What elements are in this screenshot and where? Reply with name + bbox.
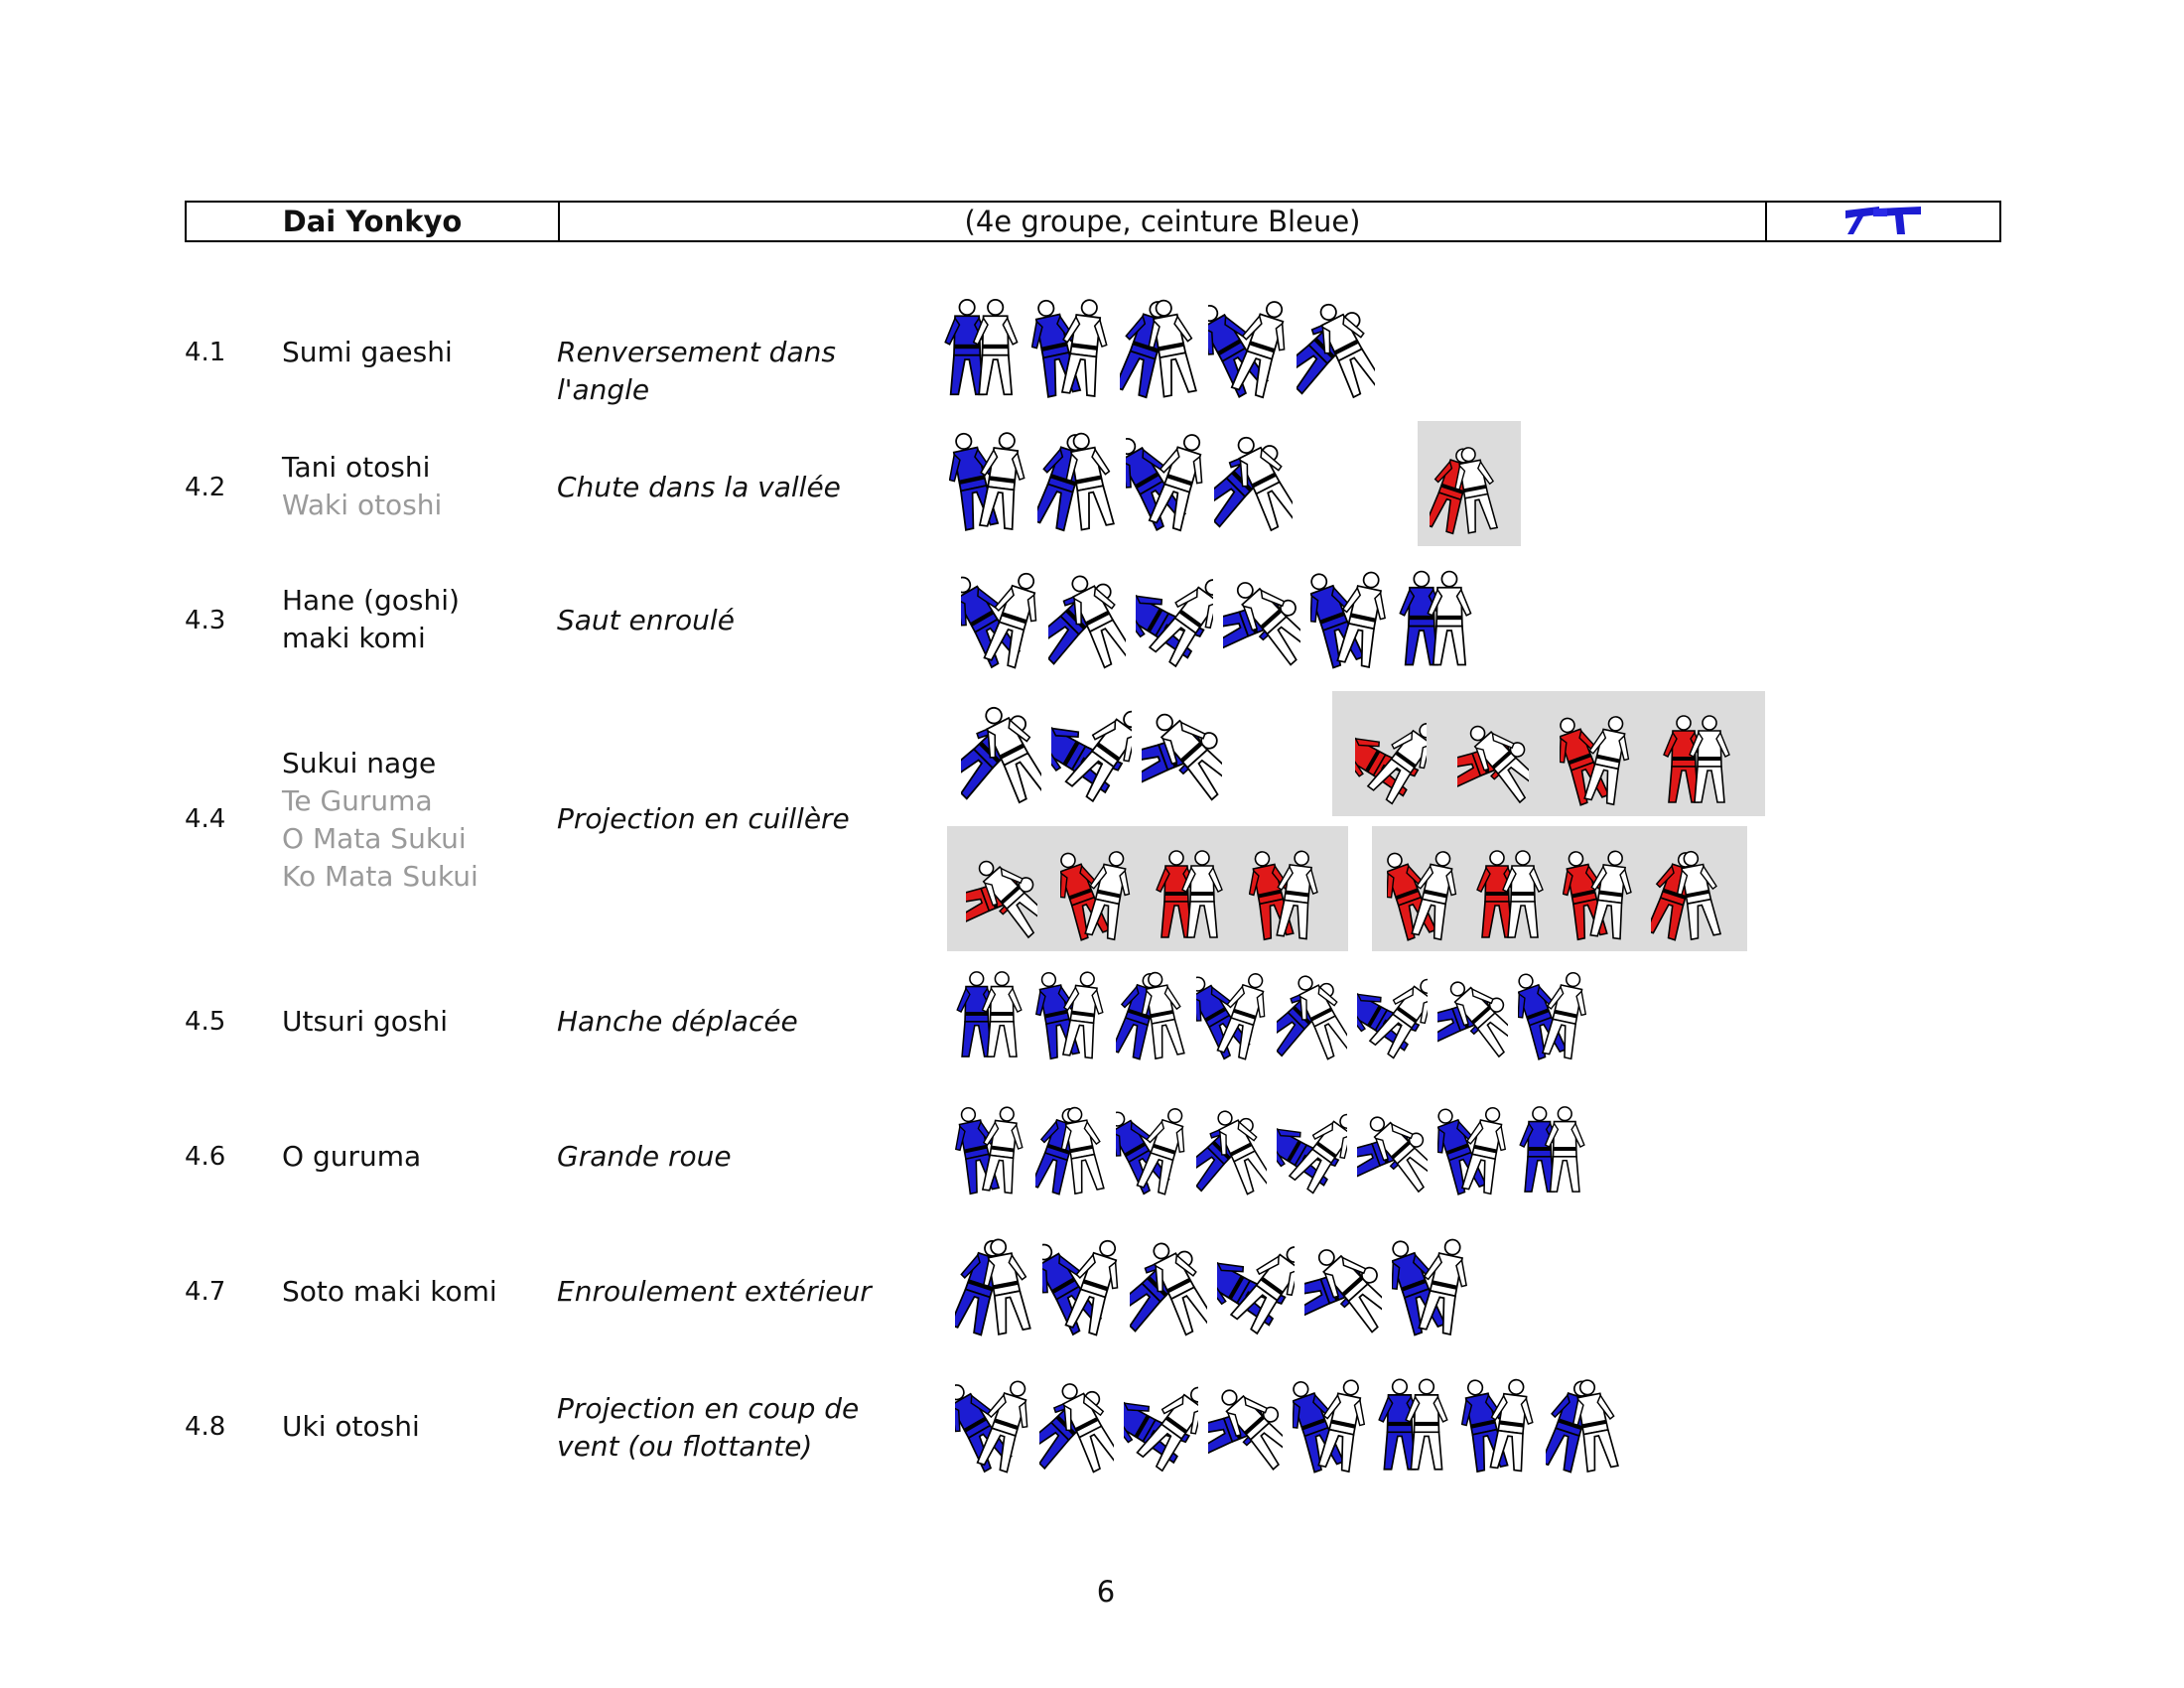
judo-pair-figure bbox=[1457, 709, 1529, 808]
technique-number: 4.5 bbox=[185, 1007, 226, 1037]
technique-name: Uki otoshi bbox=[282, 1410, 420, 1443]
technique-number: 4.6 bbox=[185, 1142, 226, 1172]
judo-pair-figure bbox=[1475, 844, 1547, 943]
illustration-sequence bbox=[955, 965, 1598, 1062]
illustration-sequence bbox=[961, 695, 1232, 806]
judo-pair-figure bbox=[1392, 1231, 1469, 1338]
section-title: Dai Yonkyo bbox=[187, 203, 560, 240]
technique-alt-name: Te Guruma bbox=[282, 784, 433, 817]
judo-pair-figure bbox=[955, 1372, 1029, 1476]
technique-translation: Projection en coup de vent (ou flottante) bbox=[557, 1392, 860, 1463]
judo-pair-figure bbox=[1042, 1231, 1120, 1338]
technique-number: 4.3 bbox=[185, 606, 226, 635]
judo-pair-figure bbox=[1039, 1372, 1114, 1476]
technique-name: Sumi gaeshi bbox=[282, 336, 453, 368]
illustration-panel bbox=[1418, 421, 1521, 546]
judo-pair-figure bbox=[1223, 564, 1300, 671]
judo-pair-figure bbox=[1437, 965, 1508, 1062]
judo-pair-figure bbox=[1196, 1100, 1267, 1197]
judo-pair-figure bbox=[1563, 844, 1634, 943]
technique-translation: Projection en cuillère bbox=[557, 802, 850, 835]
judo-pair-figure bbox=[1120, 292, 1198, 401]
judo-pair-figure bbox=[1037, 425, 1116, 534]
judo-pair-figure bbox=[1208, 292, 1287, 401]
judo-pair-figure bbox=[1051, 695, 1132, 806]
judo-pair-figure bbox=[1430, 439, 1499, 538]
judo-pair-figure bbox=[1136, 564, 1213, 671]
technique-number: 4.4 bbox=[185, 804, 226, 834]
technique-translation: Saut enroulé bbox=[557, 604, 735, 636]
illustration-sequence bbox=[949, 425, 1302, 534]
judo-pair-figure bbox=[955, 965, 1025, 1062]
judo-pair-figure bbox=[1277, 1100, 1347, 1197]
judo-pair-figure bbox=[1461, 1372, 1536, 1476]
technique-name: Sukui nage bbox=[282, 747, 437, 779]
judo-pair-figure bbox=[966, 844, 1037, 943]
judo-pair-figure bbox=[1031, 292, 1110, 401]
judo-pair-figure bbox=[961, 695, 1041, 806]
judo-pair-figure bbox=[1048, 564, 1126, 671]
illustration-sequence bbox=[955, 1231, 1479, 1338]
illustration-sequence bbox=[961, 564, 1485, 671]
judo-pair-figure bbox=[1304, 1231, 1382, 1338]
technique-alt-name: Waki otoshi bbox=[282, 489, 443, 521]
judo-pair-figure bbox=[1546, 1372, 1620, 1476]
technique-translation: Grande roue bbox=[557, 1140, 732, 1173]
judo-pair-figure bbox=[1208, 1372, 1283, 1476]
judo-pair-figure bbox=[1355, 709, 1427, 808]
judo-pair-figure bbox=[955, 1100, 1025, 1197]
judo-pair-figure bbox=[1142, 695, 1222, 806]
judo-pair-figure bbox=[1377, 1372, 1451, 1476]
judo-pair-figure bbox=[1651, 844, 1722, 943]
illustration-panel bbox=[947, 826, 1348, 951]
technique-translation: Chute dans la vallée bbox=[557, 471, 841, 503]
illustration-sequence bbox=[955, 1100, 1598, 1197]
judo-pair-figure bbox=[1035, 965, 1106, 1062]
judo-pair-figure bbox=[1196, 965, 1267, 1062]
section-header-table bbox=[185, 201, 2001, 242]
technique-translation: Enroulement extérieur bbox=[557, 1275, 872, 1308]
technique-number: 4.8 bbox=[185, 1412, 226, 1442]
technique-number: 4.2 bbox=[185, 473, 226, 502]
judo-pair-figure bbox=[1398, 564, 1475, 671]
technique-name: O guruma bbox=[282, 1140, 422, 1173]
judo-pair-figure bbox=[955, 1231, 1032, 1338]
judo-pair-figure bbox=[1217, 1231, 1295, 1338]
judo-pair-figure bbox=[1214, 425, 1293, 534]
judo-pair-figure bbox=[1126, 425, 1204, 534]
judo-pair-figure bbox=[943, 292, 1022, 401]
technique-name: Utsuri goshi bbox=[282, 1005, 449, 1038]
judo-pair-figure bbox=[1124, 1372, 1198, 1476]
judo-pair-figure bbox=[1310, 564, 1388, 671]
technique-translation: Hanche déplacée bbox=[557, 1005, 798, 1038]
judo-pair-figure bbox=[1357, 965, 1428, 1062]
judo-pair-figure bbox=[1060, 844, 1132, 943]
technique-name: Soto maki komi bbox=[282, 1275, 497, 1308]
section-subtitle: (4e groupe, ceinture Bleue) bbox=[560, 203, 1767, 240]
technique-name: Hane (goshi) maki komi bbox=[282, 584, 460, 654]
technique-number: 4.7 bbox=[185, 1277, 226, 1307]
judo-pair-figure bbox=[1277, 965, 1347, 1062]
illustration-panel bbox=[1372, 826, 1747, 951]
judo-pair-figure bbox=[949, 425, 1027, 534]
technique-translation: Renversement dans l'angle bbox=[557, 336, 836, 406]
technique-alt-name: O Mata Sukui bbox=[282, 822, 467, 855]
technique-number: 4.1 bbox=[185, 338, 226, 367]
illustration-panel bbox=[1332, 691, 1765, 816]
judo-pair-figure bbox=[1518, 965, 1588, 1062]
illustration-sequence bbox=[955, 1372, 1630, 1476]
judo-pair-figure bbox=[1293, 1372, 1367, 1476]
judo-pair-figure bbox=[1297, 292, 1375, 401]
judo-pair-figure bbox=[1116, 1100, 1186, 1197]
technique-name: Tani otoshi bbox=[282, 451, 431, 484]
judo-pair-figure bbox=[1249, 844, 1320, 943]
technique-alt-name: Ko Mata Sukui bbox=[282, 860, 478, 893]
page-number: 6 bbox=[1096, 1575, 1116, 1609]
judo-pair-figure bbox=[1357, 1100, 1428, 1197]
judo-pair-figure bbox=[1437, 1100, 1508, 1197]
illustration-sequence bbox=[943, 292, 1385, 401]
blue-belt-icon bbox=[1843, 205, 1923, 238]
judo-pair-figure bbox=[961, 564, 1038, 671]
judo-pair-figure bbox=[1130, 1231, 1207, 1338]
judo-pair-figure bbox=[1518, 1100, 1588, 1197]
judo-pair-figure bbox=[1155, 844, 1226, 943]
judo-pair-figure bbox=[1035, 1100, 1106, 1197]
judo-pair-figure bbox=[1662, 709, 1733, 808]
judo-pair-figure bbox=[1560, 709, 1631, 808]
judo-pair-figure bbox=[1387, 844, 1458, 943]
judo-pair-figure bbox=[1116, 965, 1186, 1062]
